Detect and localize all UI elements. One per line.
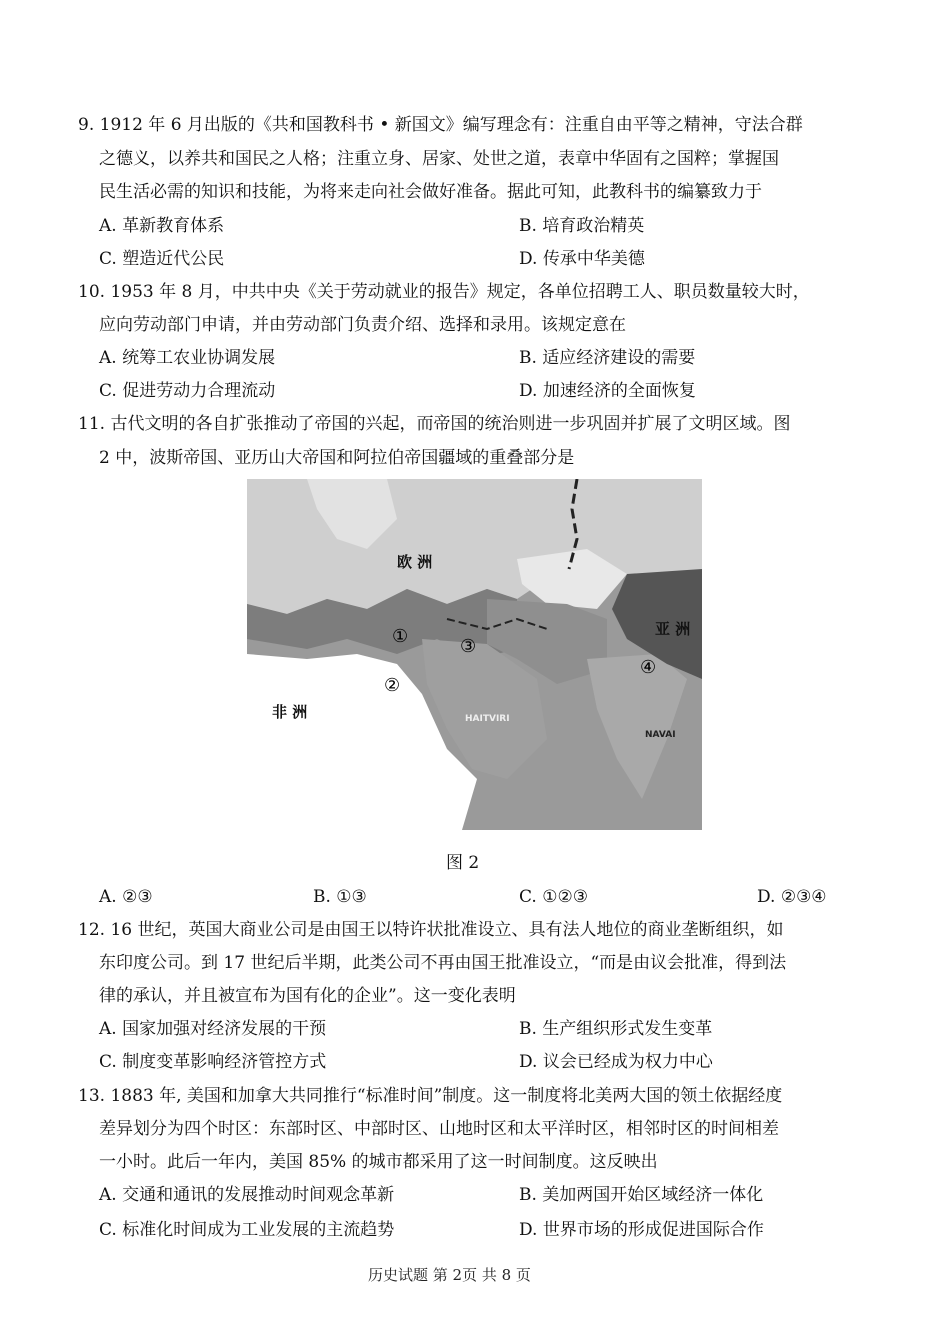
- page-footer: 历史试题 第 2页 共 8 页: [368, 1266, 531, 1284]
- q13-option-b: B. 美加两国开始区域经济一体化: [519, 1185, 764, 1205]
- marker-3: ③: [460, 636, 477, 657]
- label-asia: 亚 洲: [655, 620, 691, 638]
- q11-option-c: C. ①②③: [519, 887, 588, 907]
- q9-option-c: C. 塑造近代公民: [99, 249, 225, 269]
- q12-line-3: 律的承认，并且被宣布为国有化的企业”。这一变化表明: [99, 986, 516, 1006]
- q11-line-1: 11. 古代文明的各自扩张推动了帝国的兴起，而帝国的统治则进一步巩固并扩展了文明区域。图: [78, 414, 791, 434]
- q10-line-1: 10. 1953 年 8 月，中共中央《关于劳动就业的报告》规定，各单位招聘工人、职员数量较大时，: [78, 282, 810, 302]
- q9-option-a: A. 革新教育体系: [99, 216, 225, 236]
- q13-option-a: A. 交通和通讯的发展推动时间观念革新: [99, 1185, 395, 1205]
- q10-option-a: A. 统筹工农业协调发展: [99, 348, 276, 368]
- q9-option-b: B. 培育政治精英: [519, 216, 645, 236]
- q12-option-a: A. 国家加强对经济发展的干预: [99, 1019, 327, 1039]
- q11-option-b: B. ①③: [313, 887, 367, 907]
- marker-4: ④: [640, 657, 657, 678]
- q10-option-c: C. 促进劳动力合理流动: [99, 381, 276, 401]
- marker-1: ①: [392, 626, 409, 647]
- q9-option-d: D. 传承中华美德: [519, 249, 645, 269]
- q12-option-b: B. 生产组织形式发生变革: [519, 1019, 713, 1039]
- figure-caption: 图 2: [446, 853, 480, 873]
- q11-line-2: 2 中，波斯帝国、亚历山大帝国和阿拉伯帝国疆域的重叠部分是: [99, 448, 575, 468]
- q12-option-c: C. 制度变革影响经济管控方式: [99, 1052, 327, 1072]
- q10-line-2: 应向劳动部门申请，并由劳动部门负责介绍、选择和录用。该规定意在: [99, 315, 626, 335]
- q12-line-1: 12. 16 世纪，英国大商业公司是由国王以特许状批准设立、具有法人地位的商业垄断组织，如: [78, 920, 784, 940]
- q10-option-b: B. 适应经济建设的需要: [519, 348, 696, 368]
- label-haitviri: HAITVIRI: [465, 714, 510, 724]
- marker-2: ②: [384, 675, 401, 696]
- q13-line-3: 一小时。此后一年内，美国 85% 的城市都采用了这一时间制度。这反映出: [99, 1152, 658, 1172]
- q9-line-2: 之德义，以养共和国民之人格；注重立身、居家、处世之道，表章中华固有之国粹；掌握国: [99, 149, 779, 169]
- label-africa: 非 洲: [272, 703, 308, 721]
- q9-line-3: 民生活必需的知识和技能，为将来走向社会做好准备。据此可知，此教科书的编纂致力于: [99, 182, 762, 202]
- q11-option-a: A. ②③: [99, 887, 153, 907]
- q13-line-1: 13. 1883 年, 美国和加拿大共同推行“标准时间”制度。这一制度将北美两大国的领土依据经度: [78, 1086, 783, 1106]
- label-navai: NAVAI: [645, 730, 676, 740]
- q10-option-d: D. 加速经济的全面恢复: [519, 381, 696, 401]
- q12-line-2: 东印度公司。到 17 世纪后半期，此类公司不再由国王批准设立，“而是由议会批准，得到法: [99, 953, 787, 973]
- q13-option-c: C. 标准化时间成为工业发展的主流趋势: [99, 1220, 395, 1240]
- empire-map-figure: [247, 479, 702, 830]
- q13-line-2: 差异划分为四个时区：东部时区、中部时区、山地时区和太平洋时区，相邻时区的时间相差: [99, 1119, 779, 1139]
- q9-line-1: 9. 1912 年 6 月出版的《共和国教科书 • 新国文》编写理念有：注重自由平等之精神，守法合群: [78, 115, 803, 135]
- label-europe: 欧 洲: [397, 553, 433, 571]
- q12-option-d: D. 议会已经成为权力中心: [519, 1052, 713, 1072]
- q11-option-d: D. ②③④: [757, 887, 827, 907]
- q13-option-d: D. 世界市场的形成促进国际合作: [519, 1220, 764, 1240]
